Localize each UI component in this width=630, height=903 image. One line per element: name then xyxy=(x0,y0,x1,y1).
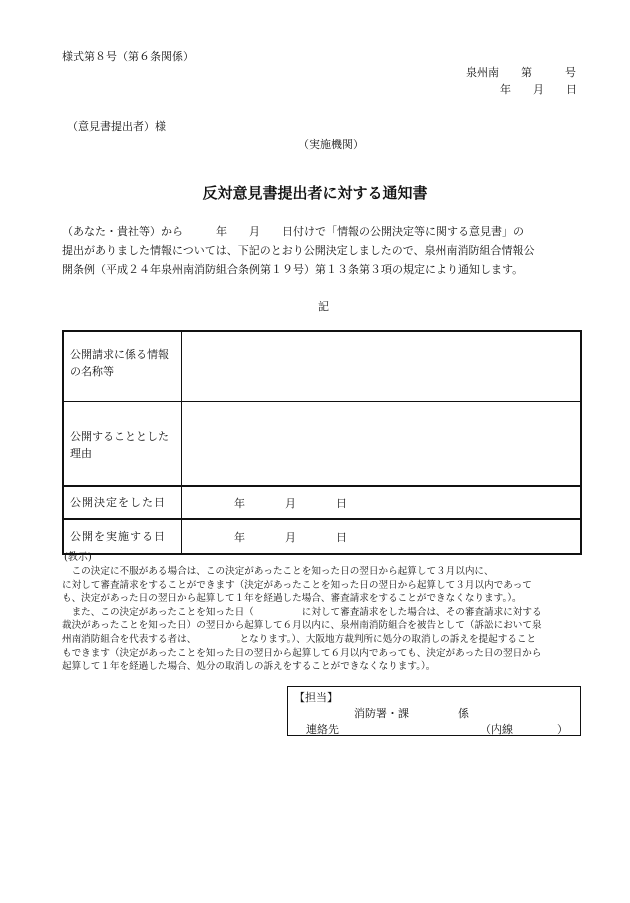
document-title: 反対意見書提出者に対する通知書 xyxy=(202,184,428,202)
row-label-decision-date: 公開決定をした日 xyxy=(64,487,182,518)
month-label: 月 xyxy=(285,530,296,544)
year-label: 年 xyxy=(234,530,245,544)
month-label: 月 xyxy=(285,496,296,510)
label-text: 公開することとした xyxy=(70,430,169,443)
row-label-reason xyxy=(64,402,182,485)
decision-table xyxy=(62,330,582,555)
extension-label: （内線 ） xyxy=(480,723,568,736)
label-text: 理由 xyxy=(70,447,92,460)
table-row xyxy=(64,402,580,487)
body-line: （あなた・貴社等）から 年 月 日付けで「情報の公開決定等に関する意見書」の xyxy=(62,225,524,238)
label-text: の名称等 xyxy=(70,365,114,378)
label-text: 公開請求に係る情報 xyxy=(70,348,169,361)
appeal-notes xyxy=(62,565,584,674)
day-label: 日 xyxy=(336,530,347,544)
table-row xyxy=(64,332,580,402)
notes-line: 起算して１年を経過した場合、処分の取消しの訴えをすることができなくなります。）。 xyxy=(62,661,436,673)
form-number: 様式第８号（第６条関係） xyxy=(62,50,194,63)
issue-date: 年 月 日 xyxy=(500,83,577,96)
reason-value[interactable] xyxy=(182,402,580,485)
notes-line: に対して審査請求をすることができます（決定があったことを知った日の翌日から起算して３月以内であって xyxy=(62,579,532,591)
day-label: 日 xyxy=(336,496,347,510)
table-row xyxy=(64,487,580,520)
department-label: 消防署・課 xyxy=(354,707,409,720)
contact-heading: 【担当】 xyxy=(294,691,338,704)
notes-line: また、この決定があったことを知った日（ に対して審査請求をした場合は、その審査請求に対する xyxy=(62,606,542,618)
contact-label: 連絡先 xyxy=(306,723,339,736)
body-paragraph xyxy=(62,222,582,279)
table-row xyxy=(64,520,580,553)
row-label-info-name xyxy=(64,332,182,401)
decision-date-value[interactable] xyxy=(182,487,580,518)
body-line: 提出がありました情報については、下記のとおり公開決定しましたので、泉州南消防組合情報公 xyxy=(62,244,535,257)
body-line: 開条例（平成２４年泉州南消防組合条例第１９号）第１３条第３項の規定により通知します。 xyxy=(62,263,524,276)
notes-heading: (教示) xyxy=(64,552,92,563)
notes-line: 州南消防組合を代表する者は、 となります。）、大阪地方裁判所に処分の取消しの訴えを提起すること xyxy=(62,633,537,645)
notes-line: 裁決があったことを知った日）の翌日から起算して６月以内に、泉州南消防組合を被告として（訴訟において泉 xyxy=(62,620,542,632)
implementation-date-value[interactable] xyxy=(182,520,580,553)
issuer: （実施機関） xyxy=(298,138,364,151)
section-label: 係 xyxy=(458,707,469,720)
notes-line: この決定に不服がある場合は、この決定があったことを知った日の翌日から起算して３月以内に、 xyxy=(62,566,494,577)
row-label-implementation-date: 公開を実施する日 xyxy=(64,520,182,553)
contact-box xyxy=(287,686,581,736)
document-number: 泉州南 第 号 xyxy=(466,66,576,79)
info-name-value[interactable] xyxy=(182,332,580,401)
ki-marker: 記 xyxy=(318,300,329,313)
notes-line: も、決定があった日の翌日から起算して１年を経過した場合、審査請求をすることができなくなります。）。 xyxy=(62,593,522,605)
year-label: 年 xyxy=(234,496,245,510)
addressee: （意見書提出者）様 xyxy=(67,120,166,133)
notes-line: もできます（決定があったことを知った日の翌日から起算して６月以内であっても、決定があった日の翌日から xyxy=(62,647,542,659)
